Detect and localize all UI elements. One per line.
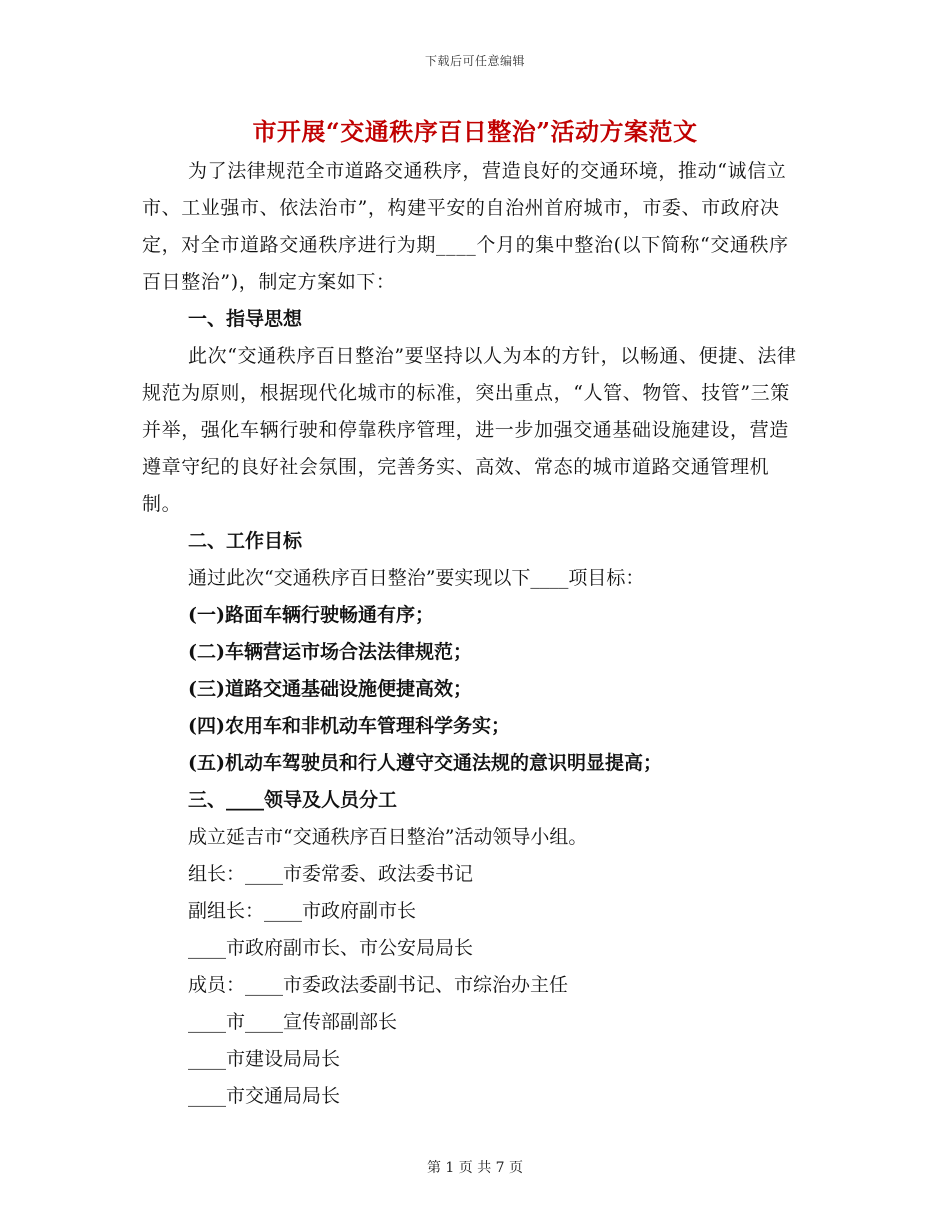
document-body [142,153,807,1115]
section-1-paragraph: 此次“交通秩序百日整治”要坚持以人为本的方针，以畅通、便捷、法律规范为原则，根据现代化城市的标准，突出重点，“人管、物管、技管”三策并举，强化车辆行驶和停靠秩序管理，进一步加强交通基础设施建设，营造遵章守纪的良好社会氛围，完善务实、高效、常态的城市道路交通管理机制。 [142,345,797,515]
page-footer: 第 1 页 共 7 页 [426,1160,524,1176]
document-title: 市开展“交通秩序百日整治”活动方案范文 [252,117,698,146]
goal-item: (二)车辆营运市场合法法律规范； [188,641,472,663]
section-3-line: ____市政府副市长、市公安局局长 [188,937,474,959]
goal-item: (三)道路交通基础设施便捷高效； [188,678,472,700]
goal-item: (一)路面车辆行驶畅通有序； [188,604,434,626]
section-2-lead: 通过此次“交通秩序百日整治”要实现以下____项目标： [188,567,645,589]
goal-item: (四)农用车和非机动车管理科学务实； [188,715,510,737]
section-1-heading: 一、指导思想 [188,308,303,330]
header-note: 下载后可任意编辑 [424,54,525,68]
section-2-heading: 二、工作目标 [188,530,303,552]
goal-item: (五)机动车驾驶员和行人遵守交通法规的意识明显提高； [188,752,662,774]
intro-paragraph: 为了法律规范全市道路交通秩序，营造良好的交通环境，推动“诚信立市、工业强市、依法治市”，构建平安的自治州首府城市，市委、市政府决定，对全市道路交通秩序进行为期____个月的集中整治(以下简称“交通秩序百日整治”)，制定方案如下： [142,160,789,293]
section-3-line: 副组长：____市政府副市长 [188,900,417,922]
section-3-line: ____市建设局局长 [188,1048,341,1070]
section-3-line: 成立延吉市“交通秩序百日整治”活动领导小组。 [188,826,588,848]
section-3-line: 成员：____市委政法委副书记、市综治办主任 [188,974,569,996]
section-3-line: 组长：____市委常委、政法委书记 [188,863,474,885]
section-3-line: ____市____宣传部副部长 [188,1011,398,1033]
section-3-heading: 三、____领导及人员分工 [188,789,398,811]
section-3-line: ____市交通局局长 [188,1085,341,1107]
